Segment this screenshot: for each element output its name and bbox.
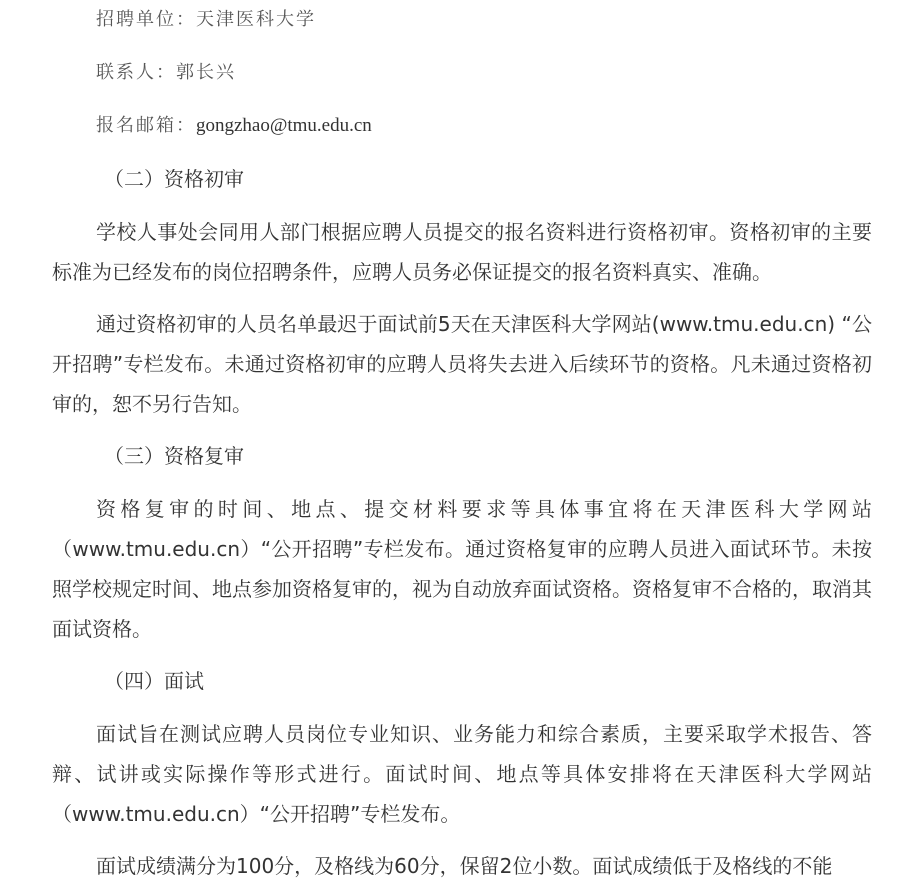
paragraph-preliminary-review-1: 学校人事处会同用人部门根据应聘人员提交的报名资料进行资格初审。资格初审的主要标准为已经发布的岗位招聘条件，应聘人员务必保证提交的报名资料真实、准确。 xyxy=(52,220,872,284)
paragraph-interview-2: 面试成绩满分为100分，及格线为60分，保留2位小数。面试成绩低于及格线的不能 xyxy=(96,854,833,878)
section-heading-secondary-review: （三）资格复审 xyxy=(104,444,244,468)
paragraph-interview-1: 面试旨在测试应聘人员岗位专业知识、业务能力和综合素质，主要采取学术报告、答辩、试讲或实际操作等形式进行。面试时间、地点等具体安排将在天津医科大学网站（www.tmu.edu.cn）“公开招聘”专栏发布。 xyxy=(52,722,872,826)
contact-person: 联系人：郭长兴 xyxy=(96,62,236,83)
email-label: 报名邮箱： xyxy=(96,115,196,136)
email-address: gongzhao@tmu.edu.cn xyxy=(196,115,372,136)
section-heading-interview: （四）面试 xyxy=(104,669,204,693)
paragraph-secondary-review-1: 资格复审的时间、地点、提交材料要求等具体事宜将在天津医科大学网站（www.tmu.edu.cn）“公开招聘”专栏发布。通过资格复审的应聘人员进入面试环节。未按照学校规定时间、地点参加资格复审的，视为自动放弃面试资格。资格复审不合格的，取消其面试资格。 xyxy=(52,497,872,641)
paragraph-preliminary-review-2: 通过资格初审的人员名单最迟于面试前5天在天津医科大学网站(www.tmu.edu.cn) “公开招聘”专栏发布。未通过资格初审的应聘人员将失去进入后续环节的资格。凡未通过资格初审的，恕不另行告知。 xyxy=(52,312,872,416)
document-body xyxy=(52,0,872,886)
application-email xyxy=(52,106,872,146)
recruiting-unit: 招聘单位：天津医科大学 xyxy=(96,9,316,30)
section-heading-preliminary-review: （二）资格初审 xyxy=(104,167,244,191)
